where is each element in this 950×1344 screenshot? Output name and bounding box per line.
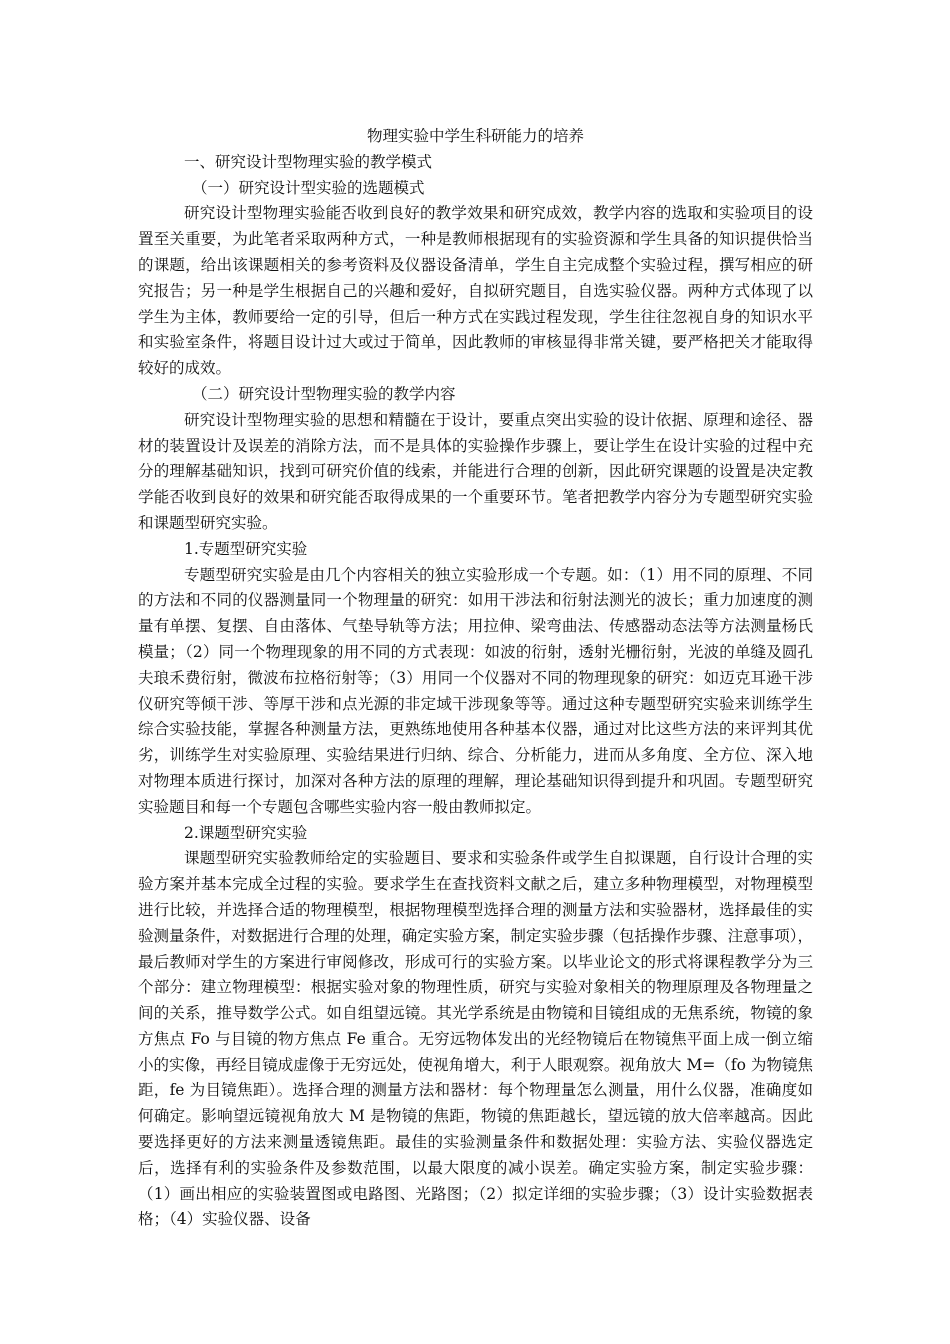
document-title: 物理实验中学生科研能力的培养 bbox=[366, 127, 584, 145]
paragraph-teaching-content: 研究设计型物理实验的思想和精髓在于设计，要重点突出实验的设计依据、原理和途径、器材的装置设计及误差的消除方法，而不是具体的实验操作步骤上，要让学生在设计实验的过程中充分的理解基础知识，找到可研究价值的线索，并能进行合理的创新，因此研究课题的设置是决定教学能否收到良好的效果和研究能否取得成果的一个重要环节。笔者把教学内容分为专题型研究实验和课题型研究实验。 bbox=[138, 410, 813, 532]
document-page bbox=[138, 124, 813, 1233]
section-heading: 一、研究设计型物理实验的教学模式 bbox=[184, 152, 433, 171]
subsection-heading-1: （一）研究设计型实验的选题模式 bbox=[192, 178, 425, 197]
subsection-heading-2: （二）研究设计型物理实验的教学内容 bbox=[192, 384, 456, 403]
paragraph-project-experiments: 课题型研究实验教师给定的实验题目、要求和实验条件或学生自拟课题，自行设计合理的实验方案并基本完成全过程的实验。要求学生在查找资料文献之后，建立多种物理模型，对物理模型进行比较，并选择合适的物理模型，根据物理模型选择合理的测量方法和实验器材，选择最佳的实验测量条件，对数据进行合理的处理，确定实验方案，制定实验步骤（包括操作步骤、注意事项），最后教师对学生的方案进行审阅修改，形成可行的实验方案。以毕业论文的形式将课程教学分为三个部分：建立物理模型：根据实验对象的物理性质，研究与实验对象相关的物理原理及各物理量之间的关系，推导数学公式。如自组望远镜。其光学系统是由物镜和目镜组成的无焦系统，物镜的象方焦点 Fo 与目镜的物方焦点 Fe 重合。无穷远物体发出的光经物镜后在物镜焦平面上成一倒立缩小的实像，再经目镜成虚像于无穷远处，使视角增大，利于人眼观察。视角放大 M=（fo 为物镜焦距，fe 为目镜焦距）。选择合理的测量方法和器材：每个物理量怎么测量，用什么仪器，准确度如何确定。影响望远镜视角放大 M 是物镜的焦距，物镜的焦距越长，望远镜的放大倍率越高。因此要选择更好的方法来测量透镜焦距。最佳的实验测量条件和数据处理：实验方法、实验仪器选定后，选择有利的实验条件及参数范围，以最大限度的减小误差。确定实验方案，制定实验步骤：（1）画出相应的实验装置图或电路图、光路图；（2）拟定详细的实验步骤；（3）设计实验数据表格；（4）实验仪器、设备 bbox=[138, 849, 813, 1229]
item-heading-2: 2.课题型研究实验 bbox=[184, 823, 308, 842]
paragraph-topic-experiments: 专题型研究实验是由几个内容相关的独立实验形成一个专题。如：（1）用不同的原理、不同的方法和不同的仪器测量同一个物理量的研究：如用干涉法和衍射法测光的波长；重力加速度的测量有单摆、复摆、自由落体、气垫导轨等方法；用拉伸、梁弯曲法、传感器动态法等方法测量杨氏模量；（2）同一个物理现象的用不同的方式表现：如波的衍射，透射光栅衍射，光波的单缝及圆孔夫琅禾费衍射，微波布拉格衍射等；（3）用同一个仪器对不同的物理现象的研究：如迈克耳逊干涉仪研究等倾干涉、等厚干涉和点光源的非定域干涉现象等等。通过这种专题型研究实验来训练学生综合实验技能，掌握各种测量方法，更熟练地使用各种基本仪器，通过对比这些方法的来评判其优劣，训练学生对实验原理、实验结果进行归纳、综合、分析能力，进而从多角度、全方位、深入地对物理本质进行探讨，加深对各种方法的原理的理解，理论基础知识得到提升和巩固。专题型研究实验题目和每一个专题包含哪些实验内容一般由教师拟定。 bbox=[138, 565, 813, 816]
paragraph-topic-selection: 研究设计型物理实验能否收到良好的教学效果和研究成效，教学内容的选取和实验项目的设置至关重要，为此笔者采取两种方式，一种是教师根据现有的实验资源和学生具备的知识提供恰当的课题，给出该课题相关的参考资料及仪器设备清单，学生自主完成整个实验过程，撰写相应的研究报告；另一种是学生根据自己的兴趣和爱好，自拟研究题目，自选实验仪器。两种方式体现了以学生为主体，教师要给一定的引导，但后一种方式在实践过程发现，学生往往忽视自身的知识水平和实验室条件，将题目设计过大或过于简单，因此教师的审核显得非常关键，要严格把关才能取得较好的成效。 bbox=[138, 204, 813, 378]
item-heading-1: 1.专题型研究实验 bbox=[184, 539, 308, 558]
